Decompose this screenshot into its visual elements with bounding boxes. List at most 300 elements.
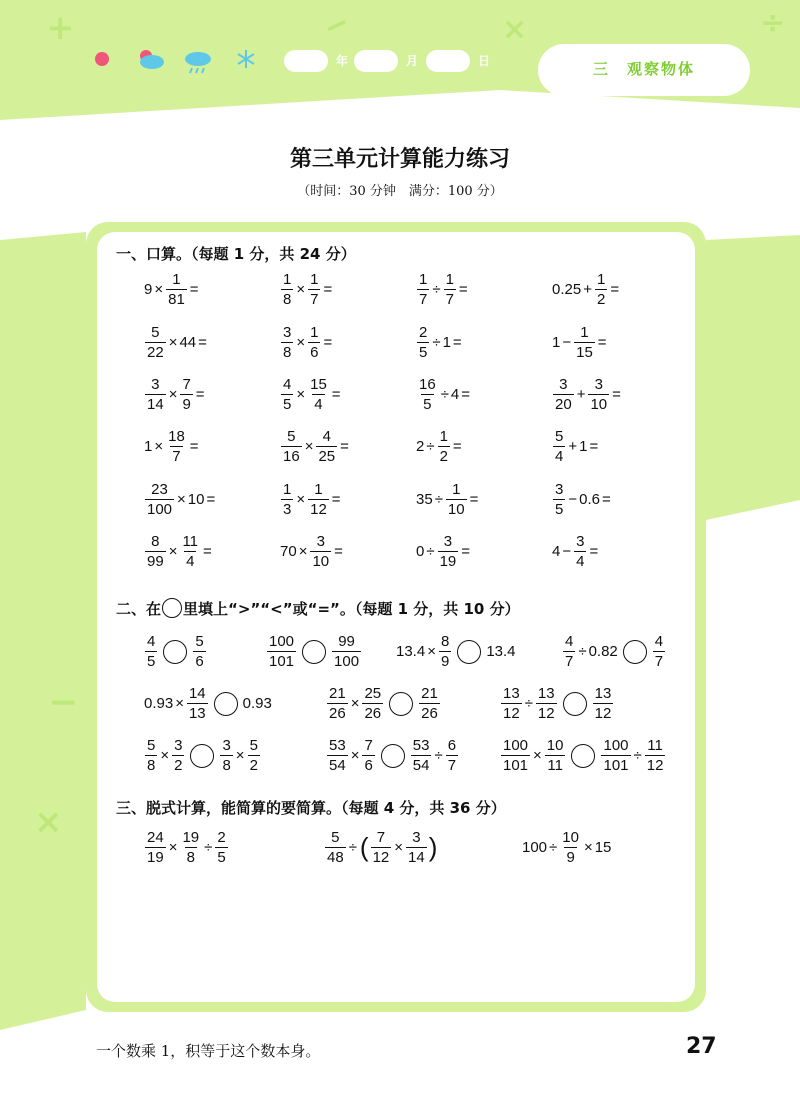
fraction <box>446 482 467 517</box>
denominator: 12 <box>594 705 612 722</box>
compare-item <box>266 634 362 669</box>
numerator: 1 <box>445 271 454 288</box>
operator: × <box>168 839 178 856</box>
operator: = <box>589 438 599 455</box>
answer-circle-icon <box>162 598 182 618</box>
denominator: 4 <box>314 396 323 413</box>
number: 10 <box>187 491 205 508</box>
denominator: 8 <box>283 291 292 308</box>
number: 0 <box>416 543 425 560</box>
operator: = <box>323 281 333 298</box>
operator: = <box>610 281 620 298</box>
denominator: 8 <box>147 757 156 774</box>
denominator: 8 <box>222 757 231 774</box>
numerator: 24 <box>147 829 164 846</box>
numerator: 11 <box>182 533 199 550</box>
page-number: 27 <box>686 1034 717 1059</box>
numerator: 7 <box>364 737 373 754</box>
denominator: 7 <box>565 653 574 670</box>
month-input-box[interactable] <box>354 50 398 72</box>
numerator: 99 <box>338 633 355 650</box>
numerator: 3 <box>576 533 585 550</box>
section2-heading-post: 里填上“>”“<”或“=”。（每题 1 分，共 10 分） <box>183 600 520 618</box>
operator: = <box>198 334 207 351</box>
denominator: 15 <box>576 344 593 361</box>
fraction <box>145 534 166 569</box>
fraction <box>308 325 320 360</box>
compare-item <box>396 634 516 669</box>
fraction <box>145 377 166 412</box>
operator: × <box>160 747 170 764</box>
numerator: 1 <box>310 324 319 341</box>
numerator: 5 <box>287 428 296 445</box>
denominator: 20 <box>555 396 572 413</box>
numerator: 5 <box>147 737 156 754</box>
unit-label: 三 观察物体 <box>592 60 695 78</box>
operator: ÷ <box>204 839 213 856</box>
operator: ÷ <box>426 438 435 455</box>
denominator: 7 <box>445 291 454 308</box>
fraction <box>308 377 329 412</box>
numerator: 13 <box>537 685 555 702</box>
numerator: 3 <box>559 376 568 393</box>
footer-tip: 一个数乘 1，积等于这个数本身。 <box>96 1042 321 1060</box>
oral-calc-item <box>144 272 201 307</box>
denominator: 4 <box>555 448 564 465</box>
section2-heading <box>116 598 520 619</box>
numerator: 1 <box>283 481 292 498</box>
fraction <box>501 738 530 773</box>
fraction <box>536 686 557 721</box>
denominator: 54 <box>412 757 430 774</box>
numerator: 4 <box>283 376 292 393</box>
operator: = <box>203 543 212 560</box>
denominator: 100 <box>334 653 360 670</box>
denominator: 8 <box>186 849 195 866</box>
oral-calc-item <box>280 377 343 412</box>
operator: ÷ <box>524 695 533 712</box>
fraction <box>281 482 293 517</box>
operator: = <box>452 334 462 351</box>
operator: ÷ <box>578 643 587 660</box>
answer-circle[interactable] <box>563 692 587 716</box>
numerator: 100 <box>269 633 295 650</box>
number: 9 <box>144 281 153 298</box>
fraction <box>316 429 337 464</box>
fraction <box>332 634 361 669</box>
partly-cloudy-icon <box>140 50 164 69</box>
denominator: 2 <box>596 291 606 308</box>
answer-circle[interactable] <box>389 692 413 716</box>
denominator: 19 <box>147 849 164 866</box>
denominator: 9 <box>440 653 450 670</box>
fraction <box>180 534 200 569</box>
page-subtitle: （时间：30 分钟 满分：100 分） <box>297 184 503 199</box>
divide-symbol-icon: ÷ <box>760 6 786 41</box>
denominator: 5 <box>423 396 432 413</box>
number: 2 <box>416 438 425 455</box>
fraction <box>406 830 427 865</box>
operator: + <box>576 386 586 403</box>
answer-circle[interactable] <box>163 640 187 664</box>
parenthesis: ( <box>359 832 369 862</box>
fraction <box>145 482 174 517</box>
number: 1 <box>144 438 153 455</box>
sun-icon <box>95 52 109 66</box>
operator: = <box>323 334 333 351</box>
oral-calc-item <box>552 325 609 360</box>
denominator: 8 <box>283 344 292 361</box>
denominator: 12 <box>503 705 520 722</box>
numerator: 1 <box>283 271 292 288</box>
operator: = <box>334 543 343 560</box>
denominator: 54 <box>329 757 346 774</box>
number: 15 <box>594 839 612 856</box>
operator: ÷ <box>434 747 443 764</box>
denominator: 12 <box>310 501 327 518</box>
denominator: 14 <box>408 849 425 866</box>
oral-calc-item <box>416 482 480 517</box>
operator: = <box>461 386 471 403</box>
numerator: 3 <box>283 324 292 341</box>
operator: ÷ <box>633 747 642 764</box>
fraction <box>215 830 227 865</box>
operator: × <box>583 839 593 856</box>
numerator: 5 <box>331 829 340 846</box>
denominator: 10 <box>312 553 330 570</box>
fraction <box>166 429 187 464</box>
numerator: 1 <box>419 271 428 288</box>
operator: = <box>189 438 199 455</box>
fraction <box>145 634 157 669</box>
denominator: 99 <box>147 553 164 570</box>
denominator: 101 <box>603 757 629 774</box>
denominator: 7 <box>447 757 457 774</box>
denominator: 4 <box>186 553 195 570</box>
answer-circle[interactable] <box>190 744 214 768</box>
rain-cloud-icon <box>185 52 211 73</box>
numerator: 3 <box>151 376 160 393</box>
denominator: 81 <box>168 291 185 308</box>
oral-calc-item <box>552 429 600 464</box>
numerator: 4 <box>565 633 574 650</box>
operator: − <box>568 491 578 508</box>
denominator: 5 <box>555 501 564 518</box>
compare-item <box>500 738 666 773</box>
denominator: 12 <box>537 705 555 722</box>
oral-calc-item <box>280 325 334 360</box>
numerator: 1 <box>439 428 448 445</box>
fraction <box>560 830 581 865</box>
number: 1 <box>442 334 451 351</box>
fraction <box>438 429 450 464</box>
times-symbol-icon: × <box>502 12 528 47</box>
numerator: 10 <box>562 829 579 846</box>
numerator: 3 <box>316 533 325 550</box>
operator: = <box>601 491 611 508</box>
number: 0.93 <box>242 695 272 712</box>
fraction <box>327 686 348 721</box>
operator: − <box>562 334 572 351</box>
number: 1 <box>579 438 588 455</box>
number: 70 <box>280 543 297 560</box>
compare-item <box>144 634 207 669</box>
numerator: 3 <box>555 481 564 498</box>
numerator: 10 <box>546 737 564 754</box>
fraction <box>439 634 451 669</box>
fraction <box>653 634 665 669</box>
fraction <box>172 738 184 773</box>
numerator: 4 <box>147 633 156 650</box>
operator: = <box>206 491 216 508</box>
denominator: 26 <box>421 705 438 722</box>
numerator: 15 <box>310 376 327 393</box>
compare-item <box>326 686 441 721</box>
denominator: 12 <box>646 757 664 774</box>
fraction <box>327 738 348 773</box>
minus-symbol-icon: − <box>317 4 356 47</box>
number: 35 <box>416 491 433 508</box>
fraction <box>220 738 232 773</box>
oral-calc-item <box>280 482 343 517</box>
numerator: 3 <box>222 737 231 754</box>
oral-calc-item <box>280 272 334 307</box>
operator: + <box>568 438 578 455</box>
denominator: 10 <box>590 396 608 413</box>
numerator: 3 <box>443 533 453 550</box>
stepwise-item <box>522 830 611 865</box>
numerator: 8 <box>151 533 160 550</box>
fraction <box>417 377 438 412</box>
numerator: 16 <box>419 376 436 393</box>
denominator: 48 <box>327 849 344 866</box>
oral-calc-item <box>416 534 472 569</box>
oral-calc-item <box>144 377 207 412</box>
stepwise-item <box>144 830 229 865</box>
denominator: 2 <box>249 757 258 774</box>
denominator: 7 <box>654 653 664 670</box>
numerator: 1 <box>452 481 461 498</box>
operator: × <box>154 438 164 455</box>
denominator: 100 <box>147 501 173 518</box>
oral-calc-item <box>280 534 345 569</box>
denominator: 5 <box>217 849 226 866</box>
denominator: 101 <box>503 757 529 774</box>
numerator: 5 <box>555 428 564 445</box>
operator: = <box>340 438 349 455</box>
fraction <box>193 634 205 669</box>
numerator: 21 <box>329 685 346 702</box>
fraction <box>501 686 522 721</box>
number: 1 <box>552 334 561 351</box>
day-input-box[interactable] <box>426 50 470 72</box>
oral-calc-item <box>144 325 209 360</box>
operator: = <box>597 334 607 351</box>
minus-symbol-icon: − <box>48 682 79 723</box>
operator: × <box>296 386 306 403</box>
operator: = <box>469 491 479 508</box>
oral-calc-item <box>280 429 351 464</box>
fraction <box>438 534 459 569</box>
number: 4 <box>450 386 460 403</box>
oral-calc-item <box>416 272 470 307</box>
operator: × <box>296 334 306 351</box>
denominator: 6 <box>310 344 319 361</box>
operator: × <box>394 839 404 856</box>
numerator: 2 <box>217 829 226 846</box>
compare-item <box>500 686 614 721</box>
fraction <box>417 272 429 307</box>
oral-calc-item <box>144 534 214 569</box>
operator: × <box>296 491 306 508</box>
numerator: 7 <box>376 829 386 846</box>
page-title: 第三单元计算能力练习 <box>289 147 510 172</box>
operator: × <box>168 386 178 403</box>
denominator: 7 <box>172 448 181 465</box>
operator: = <box>612 386 621 403</box>
numerator: 19 <box>182 829 200 846</box>
operator: × <box>304 438 314 455</box>
fraction <box>593 686 614 721</box>
stepwise-item <box>324 830 438 865</box>
numerator: 18 <box>168 428 185 445</box>
fraction <box>308 482 329 517</box>
answer-circle[interactable] <box>214 692 238 716</box>
operator: ÷ <box>432 334 441 351</box>
denominator: 5 <box>283 396 292 413</box>
compare-item <box>326 738 459 773</box>
denominator: 9 <box>182 396 191 413</box>
number: 0.82 <box>588 643 618 660</box>
fraction <box>267 634 296 669</box>
denominator: 16 <box>283 448 300 465</box>
oral-calc-item <box>144 429 201 464</box>
numerator: 53 <box>412 737 430 754</box>
numerator: 23 <box>151 481 168 498</box>
numerator: 2 <box>419 324 428 341</box>
weather-icons <box>94 46 264 76</box>
operator: = <box>461 543 471 560</box>
operator: = <box>331 386 341 403</box>
plus-symbol-icon: + <box>46 8 75 48</box>
numerator: 3 <box>412 829 421 846</box>
fraction <box>281 377 293 412</box>
fraction <box>145 738 157 773</box>
operator: ÷ <box>440 386 449 403</box>
numerator: 5 <box>151 324 160 341</box>
numerator: 3 <box>174 737 183 754</box>
denominator: 4 <box>576 553 585 570</box>
fraction <box>553 377 574 412</box>
fraction <box>362 738 374 773</box>
denominator: 101 <box>269 653 295 670</box>
fraction <box>645 738 666 773</box>
operator: × <box>350 747 360 764</box>
answer-circle[interactable] <box>457 640 481 664</box>
denominator: 2 <box>174 757 183 774</box>
operator: ÷ <box>434 491 443 508</box>
oral-calc-item <box>552 482 613 517</box>
operator: = <box>589 543 599 560</box>
answer-circle[interactable] <box>381 744 405 768</box>
operator: = <box>195 386 205 403</box>
denominator: 6 <box>195 653 204 670</box>
denominator: 14 <box>147 396 164 413</box>
number: 0.6 <box>579 491 600 508</box>
denominator: 25 <box>318 448 336 465</box>
answer-circle[interactable] <box>623 640 647 664</box>
fraction <box>281 325 293 360</box>
denominator: 10 <box>447 501 465 518</box>
operator: ÷ <box>426 543 435 560</box>
year-label: 年 <box>336 54 349 68</box>
fraction <box>553 429 565 464</box>
numerator: 25 <box>364 685 382 702</box>
numerator: 1 <box>310 271 319 288</box>
numerator: 1 <box>580 324 589 341</box>
fraction <box>545 738 566 773</box>
denominator: 5 <box>419 344 428 361</box>
operator: ÷ <box>549 839 558 856</box>
compare-item <box>144 686 272 721</box>
fraction <box>187 686 208 721</box>
oral-calc-item <box>416 377 472 412</box>
oral-calc-item <box>552 534 600 569</box>
fraction <box>310 534 331 569</box>
numerator: 14 <box>188 685 206 702</box>
operator: + <box>583 281 592 298</box>
operator: × <box>177 491 186 508</box>
operator: = <box>452 438 462 455</box>
numerator: 100 <box>503 737 529 754</box>
denominator: 6 <box>364 757 373 774</box>
fraction <box>180 377 192 412</box>
fraction <box>325 830 346 865</box>
fraction <box>595 272 607 307</box>
operator: × <box>175 695 184 712</box>
operator: ÷ <box>348 839 357 856</box>
number: 44 <box>179 334 197 351</box>
operator: × <box>296 281 306 298</box>
oral-calc-item <box>144 482 217 517</box>
denominator: 2 <box>439 448 448 465</box>
fraction <box>371 830 392 865</box>
fraction <box>281 272 293 307</box>
oral-calc-item <box>552 272 621 307</box>
denominator: 9 <box>566 849 575 866</box>
denominator: 22 <box>147 344 164 361</box>
fraction <box>444 272 456 307</box>
numerator: 1 <box>172 271 181 288</box>
numerator: 8 <box>440 633 450 650</box>
fraction <box>166 272 187 307</box>
section2-heading-pre: 二、在 <box>116 600 162 618</box>
fraction <box>281 429 302 464</box>
number: 4 <box>552 543 561 560</box>
answer-circle[interactable] <box>302 640 326 664</box>
fraction <box>419 686 440 721</box>
compare-item <box>144 738 261 773</box>
year-input-box[interactable] <box>284 50 328 72</box>
operator: = <box>189 281 199 298</box>
denominator: 13 <box>188 705 206 722</box>
answer-circle[interactable] <box>571 744 595 768</box>
month-label: 月 <box>406 54 419 68</box>
numerator: 100 <box>603 737 629 754</box>
denominator: 7 <box>419 291 428 308</box>
number: 13.4 <box>486 643 516 660</box>
numerator: 1 <box>314 481 323 498</box>
